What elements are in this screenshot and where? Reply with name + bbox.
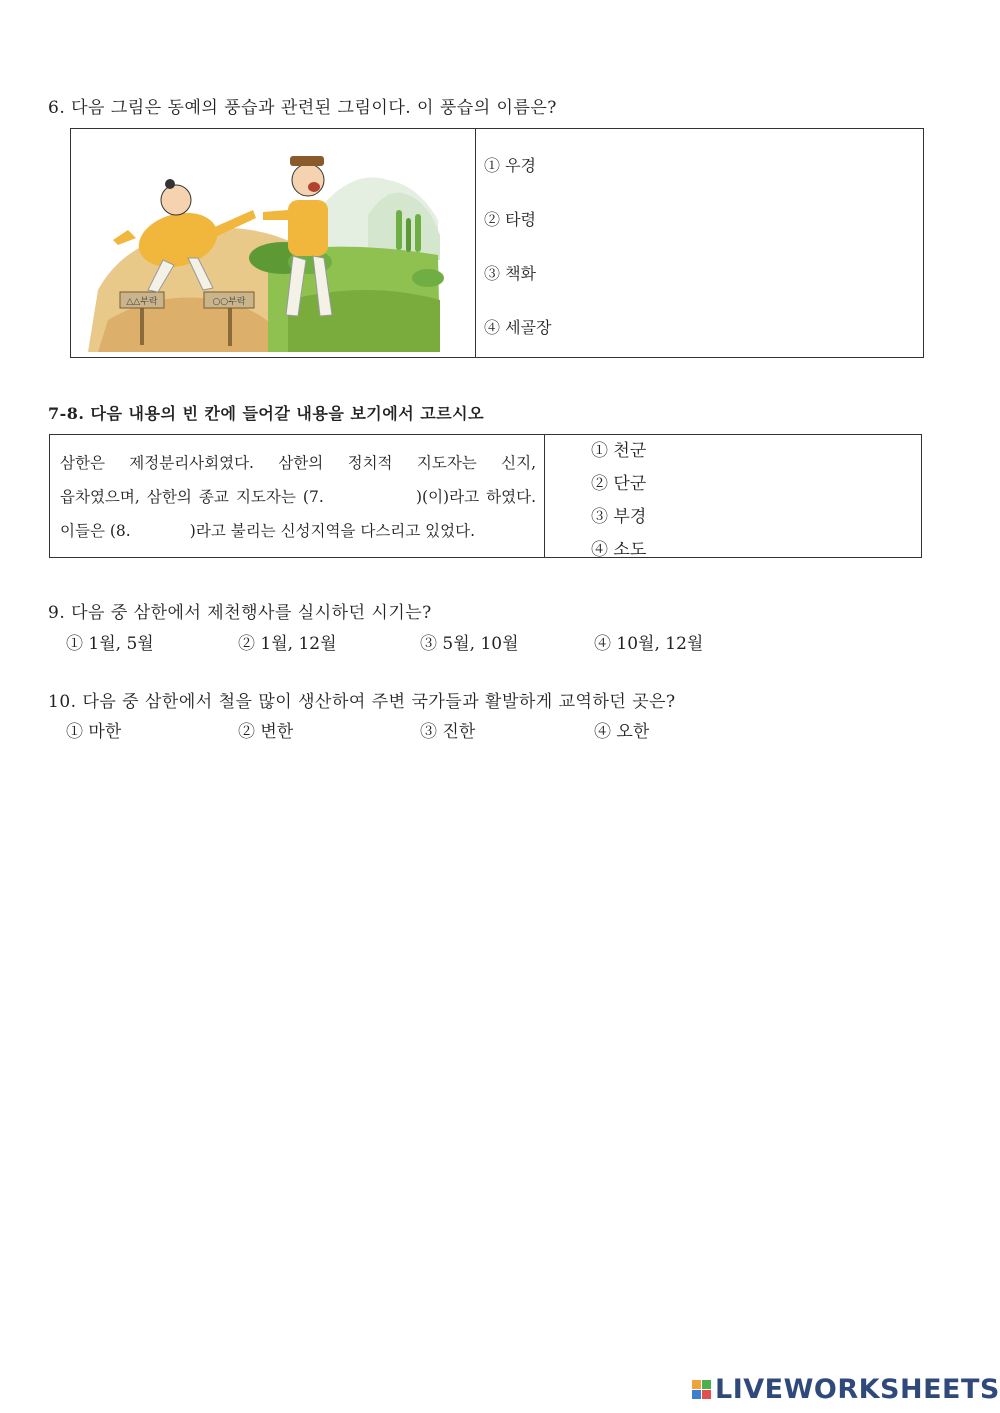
q6-option-2: ② 타령	[484, 210, 536, 229]
q9-option-4: ④ 10월, 12월	[594, 634, 704, 654]
question-10-text: 10. 다음 중 삼한에서 철을 많이 생산하여 주변 국가들과 활발하게 교역하던 곳은?	[48, 692, 676, 712]
logo-text: LIVEWORKSHEETS	[715, 1373, 1000, 1405]
custom-illustration	[88, 140, 468, 352]
q9-option-3: ③ 5월, 10월	[420, 634, 519, 654]
q78-option-2: ② 단군	[591, 474, 647, 494]
q10-option-2: ② 변한	[238, 722, 294, 742]
q6-option-1: ① 우경	[484, 156, 536, 175]
question-7-8-heading: 7-8. 다음 내용의 빈 칸에 들어갈 내용을 보기에서 고르시오	[48, 404, 485, 423]
passage-line-2: 읍차였으며, 삼한의 종교 지도자는 (7. )(이)라고 하였다.	[60, 488, 536, 506]
q10-option-4: ④ 오한	[594, 722, 650, 742]
logo-cube-icon	[692, 1380, 711, 1399]
passage-line-3: 이들은 (8. )라고 불리는 신성지역을 다스리고 있었다.	[60, 522, 476, 540]
question-6-text: 6. 다음 그림은 동예의 풍습과 관련된 그림이다. 이 풍습의 이름은?	[48, 98, 557, 118]
passage-line-1: 삼한은 제정분리사회였다. 삼한의 정치적 지도자는 신지,	[60, 454, 536, 472]
question-7-8-divider	[544, 434, 545, 558]
sign-right-label: ○○부락	[212, 297, 246, 307]
q78-option-4: ④ 소도	[591, 540, 647, 560]
sign-left-label: △△부락	[126, 297, 158, 307]
q10-option-3: ③ 진한	[420, 722, 476, 742]
question-6-divider	[475, 128, 476, 358]
q10-option-1: ① 마한	[66, 722, 122, 742]
q6-option-4: ④ 세골장	[484, 318, 552, 337]
liveworksheets-logo	[692, 1372, 1000, 1406]
q9-option-1: ① 1월, 5월	[66, 634, 154, 654]
q9-option-2: ② 1월, 12월	[238, 634, 337, 654]
question-9-text: 9. 다음 중 삼한에서 제천행사를 실시하던 시기는?	[48, 603, 432, 623]
q6-option-3: ③ 책화	[484, 264, 536, 283]
q78-option-3: ③ 부경	[591, 507, 647, 527]
q78-option-1: ① 천군	[591, 441, 647, 461]
